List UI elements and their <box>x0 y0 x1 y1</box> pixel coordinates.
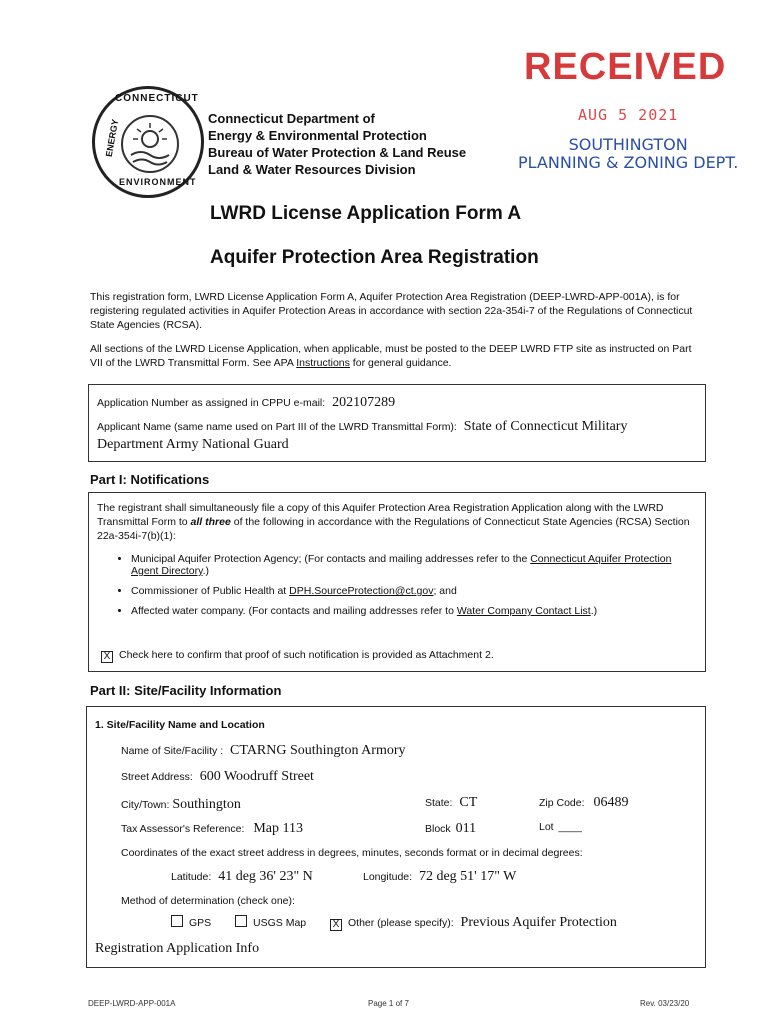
instructions-link[interactable]: Instructions <box>296 357 350 369</box>
site-name-row <box>121 743 406 759</box>
bullet-text-end: .) <box>590 605 598 617</box>
agency-block <box>208 110 466 178</box>
longitude-row <box>363 869 516 885</box>
method-label: Method of determination (check one): <box>121 895 295 907</box>
footer-page-number: Page 1 of 7 <box>368 999 409 1008</box>
part-2-box <box>86 706 706 968</box>
part-1-heading: Part I: Notifications <box>90 472 210 487</box>
notification-confirm-checkbox[interactable]: X <box>101 651 113 663</box>
dept-line-2: PLANNING & ZONING DEPT. <box>518 153 739 172</box>
zip-label: Zip Code: <box>539 797 585 809</box>
form-title: LWRD License Application Form A <box>210 203 522 224</box>
applicant-name-row <box>97 419 697 435</box>
method-options <box>171 915 617 931</box>
block-row <box>425 821 476 837</box>
city-row <box>121 797 241 813</box>
water-company-list-link[interactable]: Water Company Contact List <box>456 605 591 617</box>
footer-form-id: DEEP-LWRD-APP-001A <box>88 999 176 1008</box>
coordinates-label: Coordinates of the exact street address in degrees, minutes, seconds format or in decimal degrees: <box>121 847 583 859</box>
city-label: City/Town: <box>121 799 170 811</box>
street-field[interactable]: 600 Woodruff Street <box>199 769 314 784</box>
state-label: State: <box>425 797 453 809</box>
applicant-name-field-2[interactable]: Department Army National Guard <box>97 437 289 452</box>
state-row <box>425 795 477 811</box>
usgs-map-checkbox[interactable] <box>235 915 247 927</box>
part-1-intro-b: of the following in accordance with the Regulations of Connecticut State Agencies (RCSA) Section 22a-354i-7(b)(1): <box>97 516 690 542</box>
intro-p2-text: All sections of the LWRD License Application, when applicable, must be posted to the DEEP LWRD FTP site as instructed on Part VII of the LWRD Transmittal Form. See APA <box>90 343 692 369</box>
tax-label: Tax Assessor's Reference: <box>121 823 245 835</box>
other-specify-field-2[interactable]: Registration Application Info <box>95 941 260 956</box>
latitude-field[interactable]: 41 deg 36' 23" N <box>218 869 313 884</box>
application-number-label: Application Number as assigned in CPPU e-mail: <box>97 397 326 409</box>
intro-p2-text-end: for general guidance. <box>349 357 452 369</box>
site-name-label: Name of Site/Facility : <box>121 745 224 757</box>
city-field[interactable]: Southington <box>172 797 241 812</box>
agency-line: Connecticut Department of <box>208 111 375 126</box>
street-row <box>121 769 314 785</box>
tax-field[interactable]: Map 113 <box>253 821 303 836</box>
aquifer-agent-directory-link[interactable]: Connecticut Aquifer Protection Agent Directory <box>131 553 672 577</box>
received-stamp: RECEIVED <box>524 46 727 88</box>
site-name-field[interactable]: CTARNG Southington Armory <box>230 743 406 758</box>
application-box <box>88 384 706 462</box>
list-item <box>131 553 697 577</box>
application-number-row <box>97 395 395 411</box>
part-1-intro-emphasis: all three <box>190 516 231 528</box>
bullet-text: Affected water company. (For contacts and mailing addresses refer to <box>131 605 457 617</box>
agency-line: Land & Water Resources Division <box>208 162 416 177</box>
state-field[interactable]: CT <box>459 795 478 810</box>
bullet-text: Municipal Aquifer Protection Agency; (For contacts and mailing addresses refer to the <box>131 553 531 565</box>
notification-list <box>97 553 697 625</box>
dept-line-1: SOUTHINGTON <box>568 135 688 154</box>
agency-line: Bureau of Water Protection & Land Reuse <box>208 145 467 160</box>
section-1-title: 1. Site/Facility Name and Location <box>95 719 265 731</box>
footer-revision: Rev. 03/23/20 <box>640 999 690 1008</box>
list-item <box>131 585 697 597</box>
part-2-heading: Part II: Site/Facility Information <box>90 683 282 698</box>
application-number-field[interactable]: 202107289 <box>332 395 396 410</box>
bullet-text: Commissioner of Public Health at <box>131 585 290 597</box>
form-subtitle: Aquifer Protection Area Registration <box>210 247 539 268</box>
part-1-box <box>88 492 706 672</box>
received-date: AUG 5 2021 <box>578 106 679 124</box>
tax-row <box>121 821 303 837</box>
ct-deep-seal <box>92 86 204 198</box>
seal-text-left: ENERGY <box>103 118 121 158</box>
latitude-label: Latitude: <box>171 871 212 883</box>
agency-line: Energy & Environmental Protection <box>208 128 427 143</box>
longitude-label: Longitude: <box>363 871 413 883</box>
longitude-field[interactable]: 72 deg 51' 17" W <box>418 869 517 884</box>
list-item <box>131 605 697 617</box>
gps-label: GPS <box>189 917 212 929</box>
part-1-intro <box>97 501 697 543</box>
part-1-intro-a: The registrant shall simultaneously file a copy of this Aquifer Protection Area Registration Application along with the LWRD Transmittal Form to <box>97 502 664 528</box>
received-dept <box>518 136 738 172</box>
seal-sun-icon <box>121 115 179 173</box>
dph-email-link[interactable]: DPH.SourceProtection@ct.gov <box>289 585 434 597</box>
seal-text-bottom: ENVIRONMENT <box>119 177 197 187</box>
intro-paragraph-2 <box>90 342 700 370</box>
zip-field[interactable]: 06489 <box>593 795 629 810</box>
bullet-text-end: ; and <box>433 585 457 597</box>
usgs-map-label: USGS Map <box>253 917 307 929</box>
seal-text-top: CONNECTICUT <box>115 93 199 104</box>
other-label: Other (please specify): <box>347 917 454 929</box>
applicant-name-label: Applicant Name (same name used on Part III of the LWRD Transmittal Form): <box>97 421 457 433</box>
intro-paragraph-1: This registration form, LWRD License Application Form A, Aquifer Protection Area Registration (DEEP-LWRD-APP-001A), is for registering regulated activities in Aquifer Protection Areas in accordance with section 22a-354i-7 of the Regulations of Connecticut State Agencies (RCSA). <box>90 291 693 331</box>
block-field[interactable]: 011 <box>455 821 477 836</box>
lot-field[interactable]: ____ <box>558 821 582 833</box>
latitude-row <box>171 869 313 885</box>
bullet-text-end: .) <box>202 565 210 577</box>
street-label: Street Address: <box>121 771 193 783</box>
gps-checkbox[interactable] <box>171 915 183 927</box>
lot-label: Lot <box>539 821 554 833</box>
lot-row <box>539 821 582 833</box>
zip-row <box>539 795 628 811</box>
block-label: Block <box>425 823 451 835</box>
notification-confirm-label: Check here to confirm that proof of such notification is provided as Attachment 2. <box>119 649 494 661</box>
applicant-name-field-1[interactable]: State of Connecticut Military <box>463 419 628 434</box>
other-specify-field-1[interactable]: Previous Aquifer Protection <box>460 915 617 930</box>
other-checkbox[interactable]: X <box>330 919 342 931</box>
notification-confirm-row <box>101 649 494 663</box>
